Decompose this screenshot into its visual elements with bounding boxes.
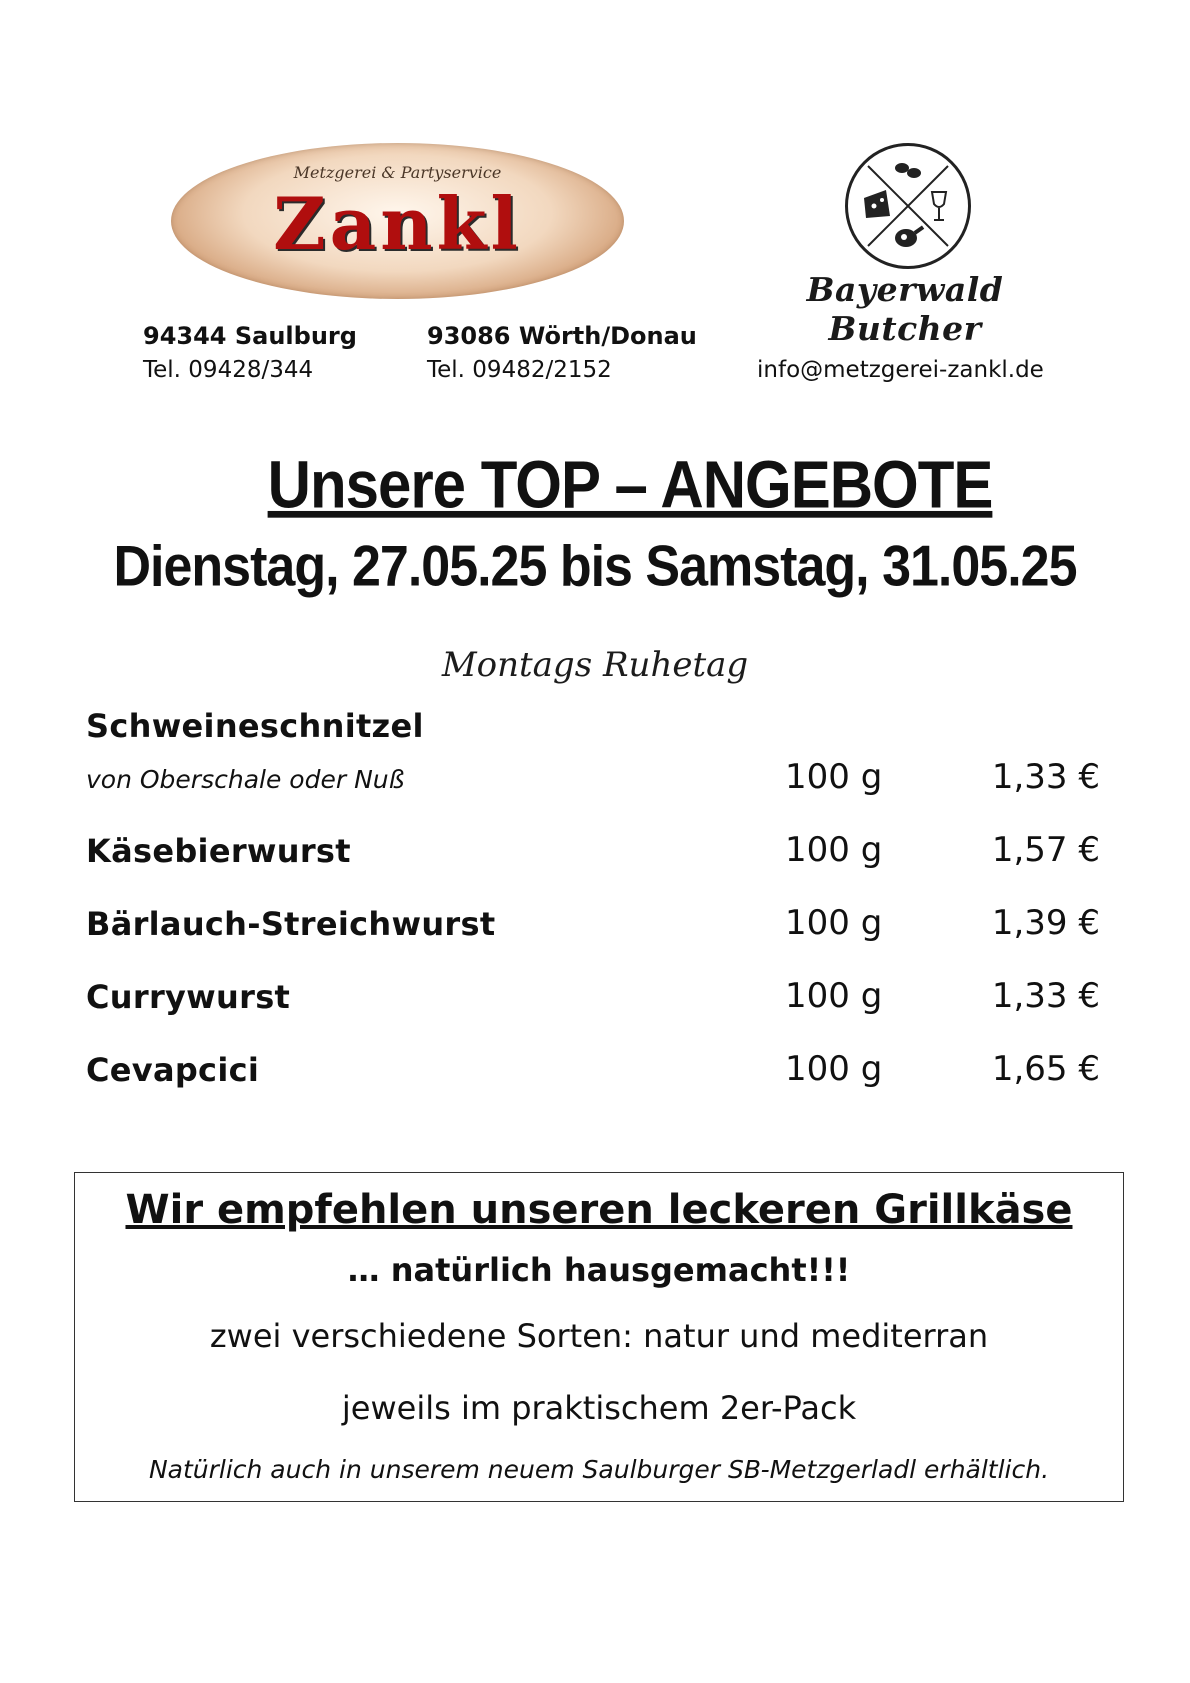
- offer-qty: 100 g: [785, 757, 883, 797]
- cheese-icon: [864, 190, 890, 218]
- offer-qty: 100 g: [785, 903, 883, 943]
- wine-glass-icon: [932, 192, 946, 220]
- butcher-badge-logo: [845, 143, 971, 269]
- zankl-logo: [171, 143, 624, 299]
- badge-title: Bayerwald Butcher: [806, 270, 1004, 348]
- offer-price: 1,57 €: [991, 830, 1100, 870]
- offer-price: 1,33 €: [991, 976, 1100, 1016]
- rest-day-note: Montags Ruhetag: [441, 645, 749, 685]
- offer-name: Cevapcici: [86, 1051, 260, 1089]
- recommendation-varieties: zwei verschiedene Sorten: natur und mediterran: [209, 1317, 989, 1355]
- contact-phone-woerth: Tel. 09482/2152: [427, 357, 612, 383]
- logo-name: Zankl: [273, 181, 522, 266]
- offer-dates: Dienstag, 27.05.25 bis Samstag, 31.05.25: [113, 535, 1077, 599]
- offer-price: 1,65 €: [991, 1049, 1100, 1089]
- offer-note: von Oberschale oder Nuß: [86, 765, 405, 794]
- ham-icon: [895, 225, 924, 247]
- recommendation-box: [74, 1172, 1124, 1502]
- offer-qty: 100 g: [785, 1049, 883, 1089]
- offers-headline: Unsere TOP – ANGEBOTE: [267, 447, 993, 523]
- offer-qty: 100 g: [785, 830, 883, 870]
- offer-name: Schweineschnitzel: [86, 707, 424, 745]
- butcher-badge-graphic: [848, 146, 968, 266]
- recommendation-title: Wir empfehlen unseren leckeren Grillkäse: [125, 1187, 1073, 1233]
- contact-email: info@metzgerei-zankl.de: [757, 357, 1044, 383]
- offer-name: Currywurst: [86, 978, 291, 1016]
- offer-price: 1,33 €: [991, 757, 1100, 797]
- contact-city-saulburg: 94344 Saulburg: [143, 322, 357, 350]
- offer-name: Käsebierwurst: [86, 832, 351, 870]
- contact-city-woerth: 93086 Wörth/Donau: [427, 322, 697, 350]
- offer-price: 1,39 €: [991, 903, 1100, 943]
- logo-subtitle: Metzgerei & Partyservice: [293, 163, 502, 182]
- offer-qty: 100 g: [785, 976, 883, 1016]
- recommendation-footer: Natürlich auch in unserem neuem Saulburger SB-Metzgerladl erhältlich.: [148, 1455, 1050, 1484]
- contact-phone-saulburg: Tel. 09428/344: [143, 357, 314, 383]
- offer-name: Bärlauch-Streichwurst: [86, 905, 496, 943]
- recommendation-subtitle: … natürlich hausgemacht!!!: [347, 1251, 851, 1289]
- recommendation-pack: jeweils im praktischem 2er-Pack: [341, 1389, 857, 1427]
- sausage-icon: [895, 163, 921, 178]
